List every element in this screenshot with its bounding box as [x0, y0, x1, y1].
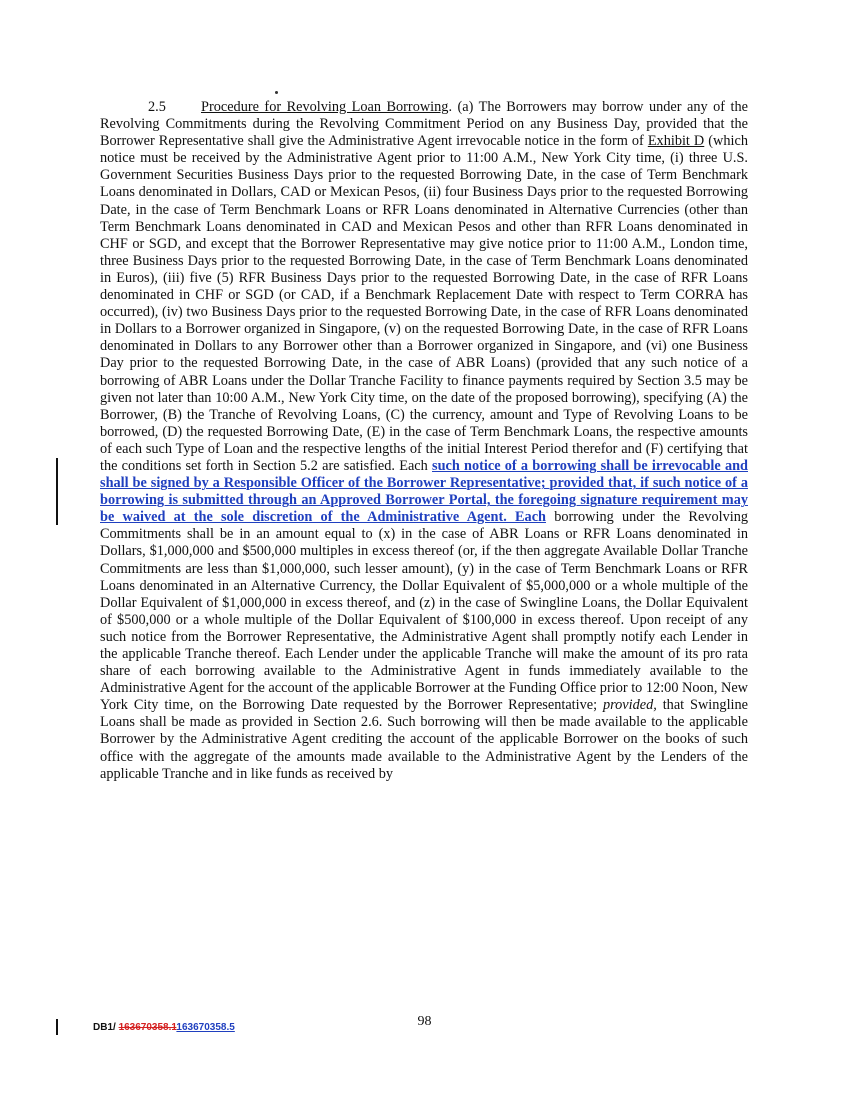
docid-prefix: DB1/: [93, 1022, 119, 1033]
docid-inserted: 163670358.5: [176, 1022, 235, 1033]
change-bar: [56, 458, 58, 525]
paragraph-amounts: borrowing under the Revolving Commitments shall be in an amount equal to (x) in the case of ABR Loans or RFR Loans denominated in Dollars, $1,000,000 and $500,000 multiples in excess thereof (or, if the then aggregate Available Dollar Tranche Commitments are less than $1,000,000, such lesser amount), (y) in the case of Term Benchmark Loans or RFR Loans denominated in an Alternative Currency, the Dollar Equivalent of $5,000,000 or a whole multiple of the Dollar Equivalent of $1,000,000 in excess thereof, and (z) in the case of Swingline Loans, the Dollar Equivalent of $500,000 or a whole multiple of the Dollar Equivalent of $100,000 in excess thereof. Upon receipt of any such notice from the Borrower Representative, the Administrative Agent shall promptly notify each Lender in the applicable Tranche thereof. Each Lender under the applicable Tranche will make the amount of its pro rata share of each borrowing available to the Administrative Agent in funds immediately available to the Administrative Agent for the account of the applicable Borrower at the Funding Office prior to 12:00 Noon, New York City time, on the Borrowing Date requested by the Borrower Representative;: [100, 509, 748, 714]
section-paragraph: [100, 99, 748, 783]
footer-change-bar: [56, 1019, 58, 1035]
paragraph-conditions: (which notice must be received by the Administrative Agent prior to 11:00 A.M., New York City time, (i) three U.S. Government Securities Business Days prior to the requested Borrowing Date, in the case of Term Benchmark Loans denominated in Dollars, CAD or Mexican Pesos, (ii) four Business Days prior to the requested Borrowing Date, in the case of Term Benchmark Loans or RFR Loans denominated in Alternative Currencies (other than Term Benchmark Loans denominated in CAD and Mexican Pesos and other than RFR Loans denominated in CHF or SGD, and except that the Borrower Representative may give notice prior to 11:00 A.M., London time, three Business Days prior to the requested Borrowing Date, in the case of Term Benchmark Loans denominated in Euros), (iii) five (5) RFR Business Days prior to the requested Borrowing Date, in the case of RFR Loans denominated in CHF or SGD (or CAD, if a Benchmark Replacement Date with respect to Term CORRA has occurred), (iv) two Business Days prior to the requested Borrowing Date, in the case of RFR Loans denominated in Dollars to a Borrower organized in Singapore, (v) on the requested Borrowing Date, in the case of RFR Loans denominated in Dollars to any Borrower other than a Borrower organized in Singapore, and (vi) one Business Day prior to the requested Borrowing Date, in the case of ABR Loans) (provided that any such notice of a borrowing of ABR Loans under the Dollar Tranche Facility to finance payments required by Section 3.5 may be given not later than 10:00 A.M., New York City time, on the date of the proposed borrowing), specifying (A) the Borrower, (B) the Tranche of Revolving Loans, (C) the currency, amount and Type of Revolving Loans to be borrowed, (D) the requested Borrowing Date, (E) in the case of Term Benchmark Loans, the respective amounts of each such Type of Loan and the respective lengths of the initial Interest Period therefor and (F) certifying that the conditions set forth in Section 5.2 are satisfied. Each: [100, 133, 748, 474]
stray-mark: [275, 91, 278, 94]
page-number: 98: [417, 1014, 432, 1029]
section-heading: Procedure for Revolving Loan Borrowing: [201, 99, 449, 115]
paragraph-intro: . (a) The Borrowers may borrow under any of the Revolving Commitments during the Revolving Commitment Period on any Business Day, provided that the Borrower Representative shall give the Administrative Agent irrevocable notice in the form of: [100, 99, 748, 150]
provided-term: provided,: [602, 697, 657, 714]
paragraph-closing: that Swingline Loans shall be made as provided in Section 2.6. Such borrowing will then be made available to the applicable Borrower by the Administrative Agent crediting the account of the applicable Borrower on the books of such office with the aggregate of the amounts made available to the Administrative Agent by the Lenders of the applicable Tranche and in like funds as received by: [100, 697, 749, 782]
section-body: [100, 99, 748, 783]
document-id: [93, 1022, 235, 1033]
exhibit-reference: Exhibit D: [647, 133, 705, 150]
docid-deleted: 163670358.1: [118, 1022, 177, 1033]
inserted-text: such notice of a borrowing shall be irrevocable and shall be signed by a Responsible Officer of the Borrower Representative; provided that, if such notice of a borrowing is submitted through an Approved Borrower Portal, the foregoing signature requirement may be waived at the sole discretion of the Administrative Agent. Each: [100, 457, 748, 526]
section-number: 2.5: [148, 99, 166, 115]
